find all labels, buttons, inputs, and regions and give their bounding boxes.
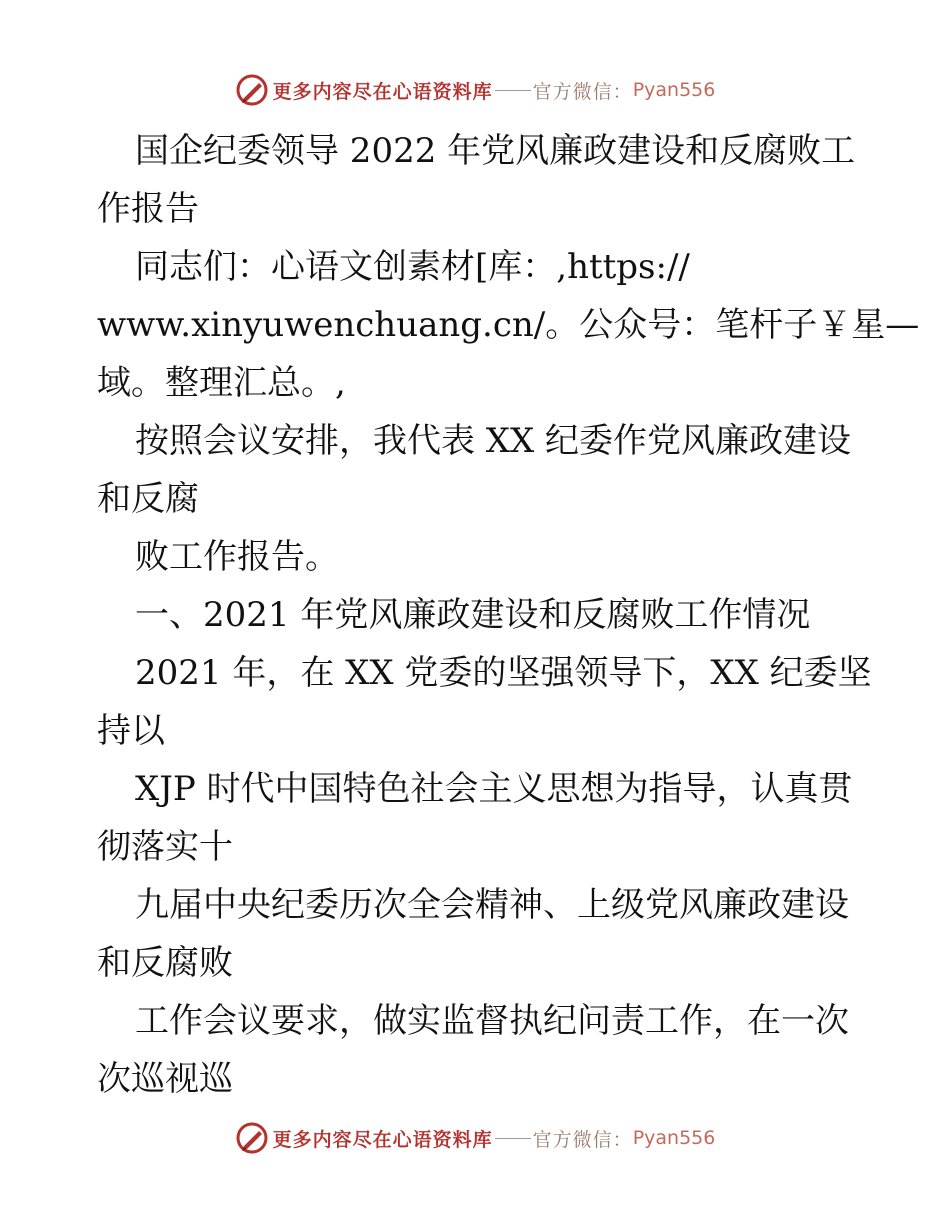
banner-dash bbox=[495, 90, 531, 91]
footer-banner bbox=[0, 1118, 950, 1158]
paragraph-line: 次巡视巡 bbox=[97, 1059, 233, 1099]
header-banner bbox=[0, 70, 950, 110]
paragraph-line: XJP 时代中国特色社会主义思想为指导，认真贯 bbox=[135, 769, 853, 809]
paragraph-line: 2021 年，在 XX 党委的坚强领导下，XX 纪委坚 bbox=[135, 653, 872, 693]
paragraph-line: 败工作报告。 bbox=[135, 537, 339, 577]
banner-wechat-id: Pyan556 bbox=[632, 1127, 716, 1149]
banner-dash bbox=[495, 1138, 531, 1139]
banner-main-text: 更多内容尽在心语资料库 bbox=[272, 80, 493, 103]
banner-main-text: 更多内容尽在心语资料库 bbox=[272, 1128, 493, 1151]
banner-wechat-label: 官方微信： bbox=[532, 80, 633, 103]
paragraph-line: 彻落实十 bbox=[97, 827, 233, 867]
banner-wechat-id: Pyan556 bbox=[632, 79, 716, 101]
title-line: 作报告 bbox=[97, 189, 199, 229]
paragraph-line: 域。整理汇总。, bbox=[97, 363, 346, 403]
title-line: 国企纪委领导 2022 年党风廉政建设和反腐败工 bbox=[135, 131, 856, 171]
pen-logo-icon bbox=[235, 1121, 269, 1155]
paragraph-line: 按照会议安排，我代表 XX 纪委作党风廉政建设 bbox=[135, 421, 852, 461]
banner-wechat-label: 官方微信： bbox=[532, 1128, 633, 1151]
paragraph-line: 九届中央纪委历次全会精神、上级党风廉政建设 bbox=[135, 885, 849, 925]
paragraph-line: 持以 bbox=[97, 711, 165, 751]
paragraph-line: www.xinyuwenchuang.cn/。公众号：笔杆子￥星— bbox=[97, 305, 920, 345]
pen-logo-icon bbox=[235, 73, 269, 107]
paragraph-line: 和反腐 bbox=[97, 479, 199, 519]
paragraph-line: 同志们：心语文创素材[库：,https:// bbox=[135, 247, 690, 287]
paragraph-line: 工作会议要求，做实监督执纪问责工作，在一次 bbox=[135, 1001, 849, 1041]
document-body bbox=[97, 122, 920, 1108]
paragraph-line: 和反腐败 bbox=[97, 943, 233, 983]
section-heading: 一、2021 年党风廉政建设和反腐败工作情况 bbox=[135, 595, 811, 635]
